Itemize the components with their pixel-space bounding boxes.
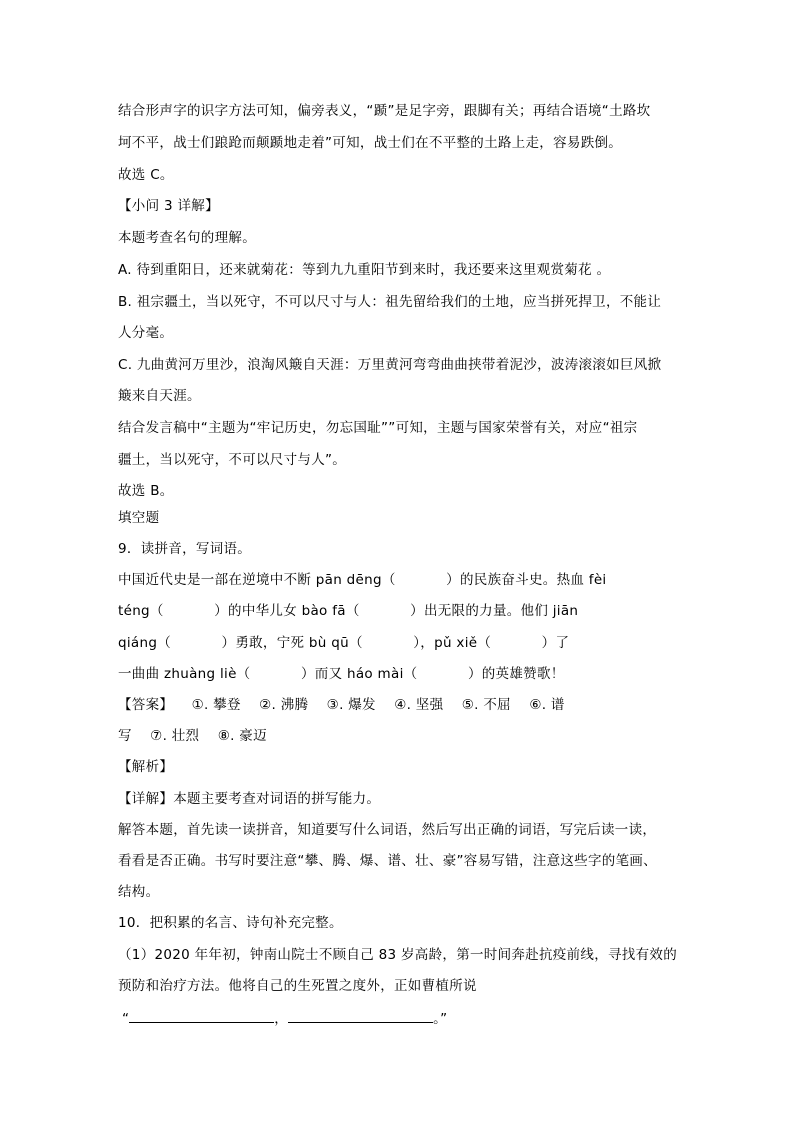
text-line: C. 九曲黄河万里沙，浪淘风簸自天涯：万里黄河弯弯曲曲挟带着泥沙，波涛滚滚如巨风掀 (118, 357, 662, 373)
answer-blank-2[interactable] (288, 1008, 433, 1023)
text-line: 故选 C。 (118, 167, 174, 183)
comma: ， (274, 1011, 289, 1027)
text-line: 结合发言稿中“主题为“牢记历史，勿忘国耻””可知，主题与国家荣誉有关，对应“祖宗 (118, 420, 638, 436)
open-quote: “ (122, 1011, 130, 1027)
text-line: 看看是否正确。书写时要注意“攀、腾、爆、谱、壮、豪”容易写错，注意这些字的笔画、 (118, 853, 657, 869)
text-line: 簸来自天涯。 (118, 388, 201, 404)
text-line: 解答本题，首先读一读拼音，知道要写什么词语，然后写出正确的词语，写完后读一读， (118, 822, 657, 838)
fill-in-blank-line (122, 1008, 447, 1028)
text-line: téng（ ）的中华儿女 bào fā（ ）出无限的力量。他们 jiān (118, 603, 579, 619)
text-line: qiáng（ ）勇敢，宁死 bù qū（ ），pǔ xiě（ ）了 (118, 635, 570, 651)
text-line: 填空题 (118, 510, 160, 526)
text-line: （1）2020 年年初，钟南山院士不顾自己 83 岁高龄，第一时间奔赴抗疫前线，寻找有效的 (118, 947, 677, 963)
text-line: 【答案】 ①. 攀登 ②. 沸腾 ③. 爆发 ④. 坚强 ⑤. 不屈 ⑥. 谱 (118, 697, 565, 713)
text-line: A. 待到重阳日，还来就菊花：等到九九重阳节到来时，我还要来这里观赏菊花 。 (118, 262, 611, 278)
text-line: 坷不平，战士们踉跄而颠踬地走着”可知，战士们在不平整的土路上走，容易跌倒。 (118, 135, 623, 151)
text-line: 结合形声字的识字方法可知，偏旁表义，“踬”是足字旁，跟脚有关；再结合语境“土路坎 (118, 103, 651, 119)
text-line: 一曲曲 zhuàng liè（ ）而又 háo mài（ ）的英雄赞歌！ (118, 666, 565, 682)
text-line: 本题考查名句的理解。 (118, 230, 256, 246)
text-line: 【详解】本题主要考查对词语的拼写能力。 (118, 791, 381, 807)
text-line: 写 ⑦. 壮烈 ⑧. 豪迈 (118, 728, 267, 744)
text-line: 结构。 (118, 884, 160, 900)
text-line: 疆土，当以死守，不可以尺寸与人”。 (118, 452, 347, 468)
text-line: 预防和治疗方法。他将自己的生死置之度外，正如曹植所说 (118, 978, 477, 994)
answer-blank-1[interactable] (129, 1008, 274, 1023)
text-line: 【小问 3 详解】 (118, 198, 219, 214)
text-line: 9．读拼音，写词语。 (118, 541, 252, 557)
close-quote: 。” (433, 1011, 448, 1027)
text-line: B. 祖宗疆土，当以死守，不可以尺寸与人：祖先留给我们的土地，应当拼死捍卫，不能让 (118, 294, 662, 310)
text-line: 中国近代史是一部在逆境中不断 pān dēng（ ）的民族奋斗史。热血 fèi (118, 572, 607, 588)
text-line: 10．把积累的名言、诗句补充完整。 (118, 915, 343, 931)
text-line: 人分毫。 (118, 325, 174, 341)
text-line: 故选 B。 (118, 483, 174, 499)
text-line: 【解析】 (118, 759, 174, 775)
